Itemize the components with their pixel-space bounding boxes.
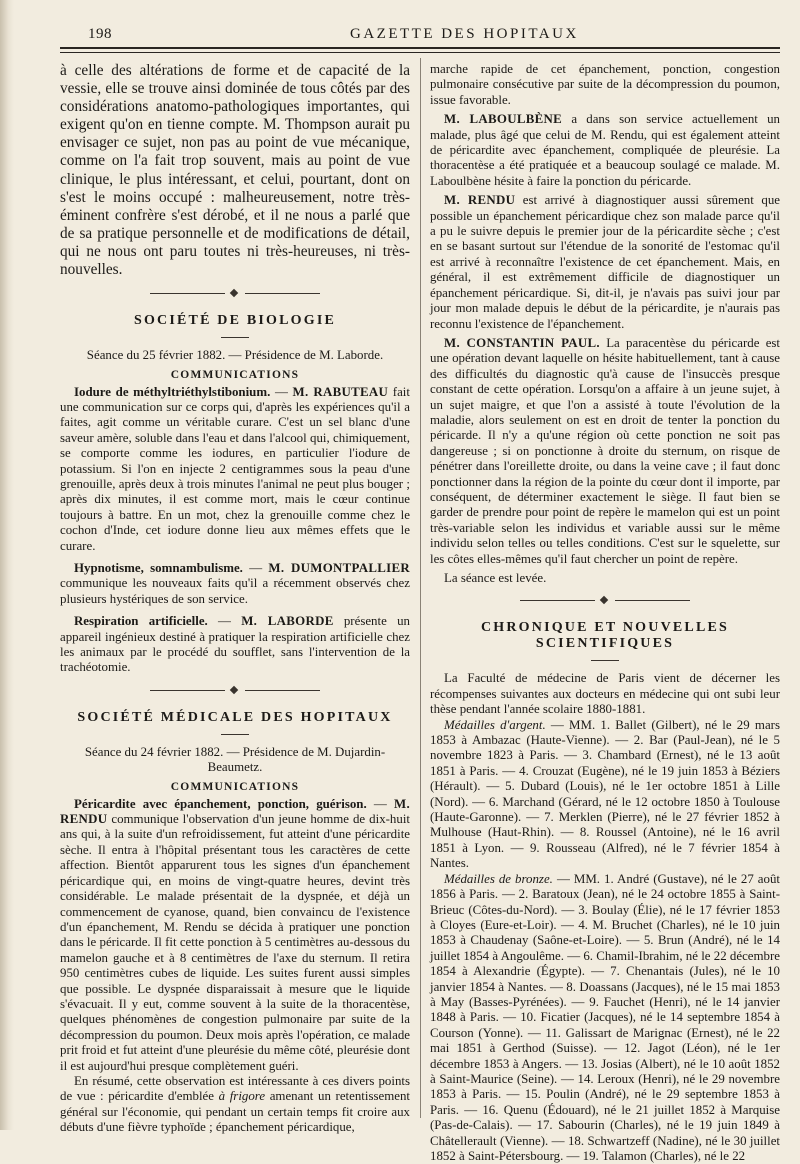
section-title-societe-medicale: SOCIÉTÉ MÉDICALE DES HOPITAUX [77,709,393,725]
communication-rendu: Péricardite avec épanchement, ponction, guérison. — M. RENDU communique l'observation d'un jeune homme de dix-huit ans qui, à la suite d'un refroidissement, fut atteint d'une péricardite sèche. Il entra à l'hôpital présentant tous les caractères de cette affection. Bientôt apparurent tous les signes d'un épanchement péricardique qui, en moins de vingt-quatre heures, devint très considérable. Le malade présentait de la dyspnée, et déjà un commencement de cyanose, quand, bien convaincu de l'existence d'un épanchement, M. Rendu se décida à pratiquer une ponction dans le péricarde. Il fit cette ponction à 5 centimètres au-dessous du mamelon gauche et à 8 centimètres de l'axe du sternum. Il retira 950 centimètres cubes de liquide. Les suites furent aussi simples que possible. Le dyspnée disparaissait à mesure que le liquide s'évacuait. Il y eut, comme souvent à la suite de la thoracentèse, quelques phénomènes de congestion pulmonaire par suite de la décompression du poumon. Deux mois après l'opération, ce malade prit froid et fut atteint d'une pleurésie du même côté, pleurésie dont il est aujourd'hui presque complètement guéri. [60,796,410,1073]
communication-text: fait une communication sur ce corps qui, d'après les expériences qu'il a faites, agit comme un véritable curare. C'est un sel blanc d'une saveur amère, soluble dans l'eau et dans l'alcool qui, chimiquement, se comporte comme les iodures, en particulier l'iodure de potassium. Si l'on en injecte 2 centigrammes sous la peau d'une grenouille, après deux à trois minutes l'animal ne peut plus bouger ; après dix minutes, il est comme mort, mais le cœur continue toujours à battre. En un mot, chez la grenouille comme chez le cochon d'Inde, cet iodure donne lieu aux mêmes effets que le curare. [60,384,410,553]
communications-heading: COMMUNICATIONS [170,368,300,381]
meeting-line-biologie: Séance du 25 février 1882. — Présidence de M. Laborde. [86,348,384,363]
left-column [60,62,410,1136]
author-name: M. RABUTEAU [292,384,389,399]
communication-rabuteau: Iodure de méthyltriéthylstibonium. — M. RABUTEAU fait une communication sur ce corps qui, d'après les expériences qu'il a faites, agit comme un véritable curare. C'est un sel blanc d'une saveur amère, soluble dans l'eau et dans l'alcool qui, chimiquement, se comporte comme les iodures, en particulier l'iodure de potassium. Si l'on en injecte 2 centigrammes sous la peau d'une grenouille, après deux à trois minutes l'animal ne peut plus bouger ; après dix minutes, il est comme mort, mais le cœur continue toujours à battre. En un mot, chez la grenouille comme chez le cochon d'Inde, cet iodure donne lieu aux mêmes effets que le curare. [60,384,410,553]
italic-phrase: à frigore [218,1089,266,1104]
section-title-biologie: SOCIÉTÉ DE BIOLOGIE [133,313,337,329]
communication-title: Péricardite avec épanchement, ponction, guérison. [74,796,367,811]
author-name: M. RENDU [60,796,410,827]
medal-label: Médailles d'argent. [444,717,546,732]
bronze-medals-paragraph: Médailles de bronze. — MM. 1. André (Gustave), né le 27 août 1856 à Paris. — 2. Baratoux (Jean), né le 24 octobre 1855 à Saint-Brieuc (Côtes-du-Nord). — 3. Boulay (Élie), né le 17 février 1853 à Cloyes (Eure-et-Loir). — 4. M. Bruchet (Charles), né le 10 juin 1853 à Chaudenay (Saône-et-Loire). — 5. Brun (André), né le 14 juillet 1854 à Angoulême. — 6. Chamil-Ibrahim, né le 22 décembre 1854 à Alexandrie (Égypte). — 7. Chenantais (Jules), né le 10 janvier 1854 à Nantes. — 8. Doassans (Jacques), né le 15 mai 1853 à May (Basses-Pyrénées). — 9. Fauchet (Henri), né le 14 janvier 1848 à Paris. — 10. Ficatier (Jacques), né le 14 septembre 1854 à Courson (Yonne). — 11. Galissart de Marignac (Ernest), né le 22 mai 1851 à Gerthod (Suisse). — 12. Jagot (Léon), né le 1er décembre 1853 à Angers. — 13. Josias (Albert), né le 10 août 1852 à Saint-Maurice (Seine). — 14. Leroux (Henri), né le 29 novembre 1853 à Paris. — 15. Poulin (André), né le 29 septembre 1853 à Paris. — 16. Quenu (Édouard), né le 21 juillet 1852 à Marquise (Pas-de-Calais). — 17. Sabourin (Charles), né le 19 juin 1849 à Châtellerault (Vienne). — 18. Schwartzeff (Nadine), né le 30 juillet 1852 à Saint-Pétersbourg. — 19. Talamon (Charles), né le 22 [430,871,780,1163]
communication-text: communique les nouveaux faits qu'il a récemment observés chez plusieurs hystériques de son service. [60,576,410,606]
column-divider [420,58,421,1118]
page-binding-edge [0,0,14,1130]
communication-laborde: Respiration artificielle. — M. LABORDE présente un appareil ingénieux destiné à pratiquer la respiration artificielle chez les animaux par le procédé du soufflet, sans l'intervention de la trachéotomie. [60,614,410,675]
author-name: M. CONSTANTIN PAUL. [444,335,600,350]
author-name: M. LABORDE [241,614,334,629]
communication-text: communique l'observation d'un jeune homme de dix-huit ans qui, à la suite d'un refroidissement, fut atteint d'une péricardite sèche. Il entra à l'hôpital présentant tous les caractères de cette affection. Bientôt apparurent tous les signes d'un épanchement péricardique qui, en moins de vingt-quatre heures, devint très considérable. Le malade présentait de la dyspnée, et déjà un commencement de cyanose, quand, bien convaincu de l'existence d'un épanchement, M. Rendu se décida à pratiquer une ponction dans le péricarde. Il fit cette ponction à 5 centimètres au-dessous du mamelon gauche et à 8 centimètres de l'axe du sternum. Il retira 950 centimètres cubes de liquide. Les suites furent aussi simples que possible. Le dyspnée disparaissait à mesure que le liquide s'évacuait. Il y eut, comme souvent à la suite de la thoracentèse, quelques phénomènes de congestion pulmonaire par suite de la décompression du poumon. Deux mois après l'opération, ce malade prit froid et fut atteint d'une pleurésie du même côté, pleurésie dont il est aujourd'hui presque complètement guéri. [60,812,410,1073]
section-title-chronique: CHRONIQUE ET NOUVELLES SCIENTIFIQUES [480,620,730,652]
journal-title: GAZETTE DES HOPITAUX [350,26,579,42]
session-closing: La séance est levée. [444,571,547,585]
title-rule [221,734,249,735]
communication-title: Hypnotisme, somnambulisme. [74,561,243,575]
section-ornament [520,598,690,604]
communications-heading: COMMUNICATIONS [170,780,300,793]
title-rule [221,337,249,338]
continuation-paragraph: marche rapide de cet épanchement, ponction, congestion pulmonaire consécutive par suite de la décompression du poumon, issue favorable. [430,62,780,107]
title-rule [591,660,619,661]
page-number: 198 [88,26,112,42]
communication-title: Respiration artificielle. [74,614,208,629]
section-ornament [150,688,320,694]
remark-rendu: M. RENDU est arrivé à diagnostiquer aussi sûrement que possible un épanchement péricardique chez son malade parce qu'il a pu le suivre depuis le premier jour de la péricardite sèche ; c'est en se basant surtout sur l'étendue de la sonorité de l'estomac qu'il est arrivé à reconnaître l'existence de cet épanchement. Mais, en général, il est extrêmement difficile de diagnostiquer un épanchement péricardique. Si, dit-il, je n'avais pas suivi jour par jour mon malade depuis le début de la péricardite, je n'aurais pas reconnu l'existence de l'épanchement. [430,193,780,331]
remark-constantin-paul: M. CONSTANTIN PAUL. La paracentèse du péricarde est une opération devant laquelle on hésite habituellement, tant à cause des difficultés du diagnostic qu'à cause de l'insuccès presque constant de cette opération. Lorsqu'on a affaire à un jeune sujet, à un sujet maigre, et que l'on a assisté à toute l'évolution de la maladie, alors seulement on est en droit de tenter la ponction du péricarde. Il n'y a qu'une région où cette ponction ne soit pas dangereuse ; si on ponctionne à droite du sternum, on risque de pénétrer dans l'oreillette droite, ou dans la veine cave ; il faut donc ponctionner dans la région de la pointe du cœur dont il importe, par conséquent, de déterminer exactement le siège. Il faut bien se garder de prendre pour point de repère le mamelon qui est un point très-variable selon les individus et variable aussi sur le même individu selon telles ou telles conditions. C'est sur le squelette, sur les côtes elles-mêmes qu'il faut chercher un point de repère. [430,335,781,566]
intro-paragraph: à celle des altérations de forme et de capacité de la vessie, elle se trouve ainsi dominée de tous côtés par des considérations anatomo-pathologiques importantes, qui exigent qu'on en tienne compte. M. Thompson aurait pu envisager ce sujet, non pas au point de vue mécanique, comme on l'a fait trop souvent, mais au point de vue clinique, le plus intéressant, et celui, pourtant, dont on s'est le moins occupé : malheureusement, notre très-éminent confrère s'est dérobé, et il ne nous a parlé que de sa pratique personnelle et de modifications de détail, qui ne nous ont paru toutes ni très-heureuses, ni très-nouvelles. [60,62,410,279]
page-header [60,26,780,48]
author-name: M. LABOULBÈNE [444,112,563,127]
header-rule-thin [60,52,780,53]
chronique-intro: La Faculté de médecine de Paris vient de décerner les récompenses suivantes aux docteurs en médecine qui ont subi leur thèse pendant l'année scolaire 1880-1881. [430,671,780,717]
author-name: M. RENDU [444,193,516,208]
header-rule-thick [60,47,780,49]
summary-paragraph: En résumé, cette observation est intéressante à ces divers points de vue : péricardite d'emblée à frigore amenant un retentissement général sur l'économie, qui pendant un certain temps fit croire aux débuts d'une fièvre typhoïde ; épanchement péricardique, [60,1073,410,1135]
medal-label: Médailles de bronze. [444,871,553,886]
silver-medals-paragraph: Médailles d'argent. — MM. 1. Ballet (Gilbert), né le 29 mars 1853 à Ambazac (Haute-Vienne). — 2. Bar (Paul-Jean), né le 5 novembre 1823 à Paris. — 3. Chambard (Ernest), né le 13 août 1851 à Paris. — 4. Crouzat (Eugène), né le 19 juin 1853 à Béziers (Hérault). — 5. Dubard (Louis), né le 1er octobre 1851 à Lille (Nord). — 6. Marchand (Gérard, né le 12 octobre 1850 à Toulouse (Haute-Garonne). — 7. Merklen (Pierre), né le 27 février 1852 à Mulhouse (Haut-Rhin). — 8. Roussel (Antoine), né le 16 avril 1851 à Lyon. — 9. Rousseau (Alfred), né le 7 février 1854 à Nantes. [430,717,780,871]
right-column [430,62,780,1164]
section-ornament [150,291,320,297]
communication-title: Iodure de méthyltriéthylstibonium. [74,384,271,399]
communication-text: présente un appareil ingénieux destiné à pratiquer la respiration artificielle chez les animaux par le procédé du soufflet, sans l'intervention de la trachéotomie. [60,614,410,675]
remark-laboulbene: M. LABOULBÈNE a dans son service actuellement un malade, plus âgé que celui de M. Rendu, qui est également atteint de péricardite avec épanchement, compliquée de pleurésie. La thoracentèse a été pratiquée et a beaucoup soulagé ce malade. M. Laboulbène hésite à faire la ponction du péricarde. [430,112,780,188]
communication-dumontpallier: Hypnotisme, somnambulisme. — M. DUMONTPALLIER communique les nouveaux faits qu'il a récemment observés chez plusieurs hystériques de son service. [60,561,410,606]
meeting-line-smh: Séance du 24 février 1882. — Présidence de M. Dujardin-Beaumetz. [84,744,386,775]
author-name: M. DUMONTPALLIER [268,561,410,575]
